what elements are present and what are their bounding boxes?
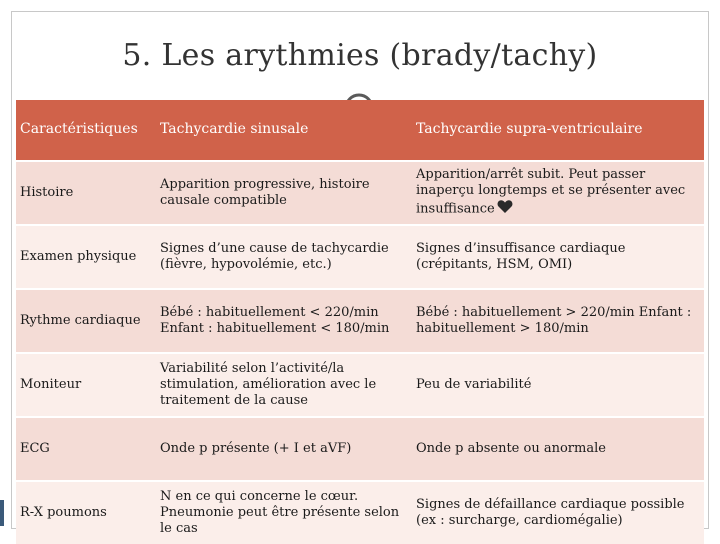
heart-icon — [497, 199, 513, 219]
svt-cell: Peu de variabilité — [412, 353, 704, 417]
svt-cell — [412, 161, 704, 225]
row-label: R-X poumons — [16, 481, 156, 544]
table-row — [16, 225, 704, 289]
sinus-cell: Variabilité selon l’activité/la stimulation, amélioration avec le traitement de la cause — [156, 353, 412, 417]
svt-cell: Signes de défaillance cardiaque possible (ex : surcharge, cardiomégalie) — [412, 481, 704, 544]
table-row — [16, 481, 704, 544]
table-row — [16, 353, 704, 417]
table-row — [16, 289, 704, 353]
header-svt: Tachycardie supra-ventriculaire — [412, 100, 704, 161]
row-label: Examen physique — [16, 225, 156, 289]
sinus-cell: Apparition progressive, histoire causale compatible — [156, 161, 412, 225]
svt-text: Apparition/arrêt subit. Peut passer inaperçu longtemps et se présenter avec insuffisance — [416, 166, 686, 217]
comparison-table — [16, 100, 704, 544]
table-header-row — [16, 100, 704, 161]
row-label: Moniteur — [16, 353, 156, 417]
row-label: Rythme cardiaque — [16, 289, 156, 353]
svt-cell: Onde p absente ou anormale — [412, 417, 704, 481]
row-label: ECG — [16, 417, 156, 481]
sinus-cell: N en ce qui concerne le cœur. Pneumonie peut être présente selon le cas — [156, 481, 412, 544]
header-sinus-tachycardia: Tachycardie sinusale — [156, 100, 412, 161]
table-row — [16, 161, 704, 225]
slide-title: 5. Les arythmies (brady/tachy) — [122, 38, 598, 73]
sinus-cell: Signes d’une cause de tachycardie (fièvre, hypovolémie, etc.) — [156, 225, 412, 289]
accent-bar — [0, 500, 4, 526]
svt-cell: Signes d’insuffisance cardiaque (crépitants, HSM, OMI) — [412, 225, 704, 289]
sinus-cell: Onde p présente (+ I et aVF) — [156, 417, 412, 481]
header-characteristics: Caractéristiques — [16, 100, 156, 161]
table-row — [16, 417, 704, 481]
row-label: Histoire — [16, 161, 156, 225]
svt-cell: Bébé : habituellement > 220/min Enfant : habituellement > 180/min — [412, 289, 704, 353]
sinus-cell: Bébé : habituellement < 220/min Enfant : habituellement < 180/min — [156, 289, 412, 353]
